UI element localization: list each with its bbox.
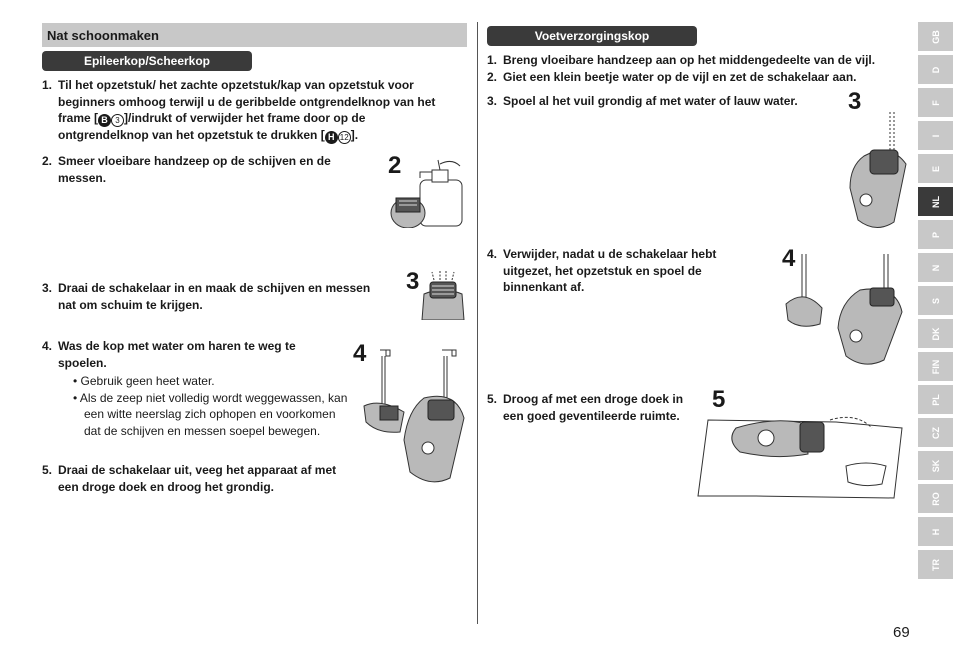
language-tab-sk[interactable]: SK [918,451,953,480]
language-tab-f[interactable]: F [918,88,953,117]
figure-number: 3 [406,268,420,295]
figure-ref-letter-b: B [98,114,111,127]
step-text: Was de kop met water om haren te weg te spoelen. [58,339,296,370]
step-number: 2. [42,154,53,168]
language-tab-gb[interactable]: GB [918,22,953,51]
step-text: Spoel al het vuil grondig af met water of lauw water. [503,94,798,108]
language-tab-s[interactable]: S [918,286,953,315]
figure-number: 4 [353,340,367,367]
step-number: 1. [42,78,53,92]
language-tab-nl[interactable]: NL [918,187,953,216]
subsection-label-epilator: Epileerkop/Scheerkop [42,51,252,71]
step-text: Smeer vloeibare handzeep op de schijven en de messen. [58,154,331,185]
right-step-4 [487,246,757,296]
figure-ref-letter-h: H [325,131,338,144]
right-step-1 [487,52,912,69]
note-item: • Gebruik geen heet water. [73,374,215,388]
foamed-head-illustration [420,270,466,320]
drying-on-cloth-illustration [696,408,906,504]
step-number: 5. [487,392,498,406]
page-number: 69 [893,624,910,641]
step-text: Breng vloeibare handzeep aan op het middengedeelte van de vijl. [503,53,876,67]
step-text: Til het opzetstuk/ het zachte opzetstuk/kap van opzetstuk voor beginners omhoog terwijl u de geribbelde ontgrendelknop van het frame [ [58,78,436,126]
language-tab-n[interactable]: N [918,253,953,282]
foot-care-rinse-illustration [840,110,910,235]
language-tab-tr[interactable]: TR [918,550,953,579]
step-number: 1. [487,53,498,67]
step-text: Giet een klein beetje water op de vijl en zet de schakelaar aan. [503,70,857,84]
language-tab-pl[interactable]: PL [918,385,953,414]
left-step-4-notes [73,373,348,439]
left-step-4 [42,338,342,371]
figure-ref-number: 3 [111,114,124,127]
remove-attachment-illustration [780,250,910,370]
language-tab-i[interactable]: I [918,121,953,150]
language-tab-e[interactable]: E [918,154,953,183]
step-text: ]/indrukt of verwijder het frame door op de ontgrendelknop van het opzetstuk te drukken [ [58,111,366,143]
figure-number: 2 [388,152,402,179]
step-text: Droog af met een droge doek in een goed geventileerde ruimte. [503,392,684,423]
language-sidebar [918,22,953,583]
step-number: 2. [487,70,498,84]
language-tab-fin[interactable]: FIN [918,352,953,381]
left-step-2 [42,153,377,186]
step-number: 4. [487,247,498,261]
step-number: 3. [487,94,498,108]
right-step-2 [487,69,912,86]
figure-number: 5 [712,386,726,413]
soap-dispenser-illustration [390,158,465,228]
rinsing-under-tap-illustration [360,348,468,488]
step-number: 5. [42,463,53,477]
step-number: 4. [42,339,53,353]
step-text: Draai de schakelaar uit, veeg het apparaat af met een droge doek en droog het grondig. [58,463,337,494]
step-number: 3. [42,281,53,295]
language-tab-p[interactable]: P [918,220,953,249]
figure-number: 4 [782,245,796,272]
step-text: ]. [350,128,359,143]
left-step-3 [42,280,372,313]
subsection-label-foot-care: Voetverzorgingskop [487,26,697,46]
column-divider [477,22,478,624]
step-text: Draai de schakelaar in en maak de schijven en messen nat om schuim te krijgen. [58,281,371,312]
language-tab-d[interactable]: D [918,55,953,84]
left-step-1 [42,77,457,144]
note-item: • Als de zeep niet volledig wordt weggewassen, kan een witte neerslag zich ophopen en voorkomen dat de schijven en messen soepel bewegen. [73,390,348,438]
step-text: Verwijder, nadat u de schakelaar hebt uitgezet, het opzetstuk en spoel de binnenkant af. [503,247,717,295]
language-tab-h[interactable]: H [918,517,953,546]
figure-ref-number: 12 [338,131,351,144]
language-tab-ro[interactable]: RO [918,484,953,513]
right-step-5 [487,391,697,424]
section-title: Nat schoonmaken [47,28,159,43]
figure-number: 3 [848,88,862,115]
left-step-5 [42,462,352,495]
language-tab-cz[interactable]: CZ [918,418,953,447]
right-step-3 [487,93,847,110]
language-tab-dk[interactable]: DK [918,319,953,348]
